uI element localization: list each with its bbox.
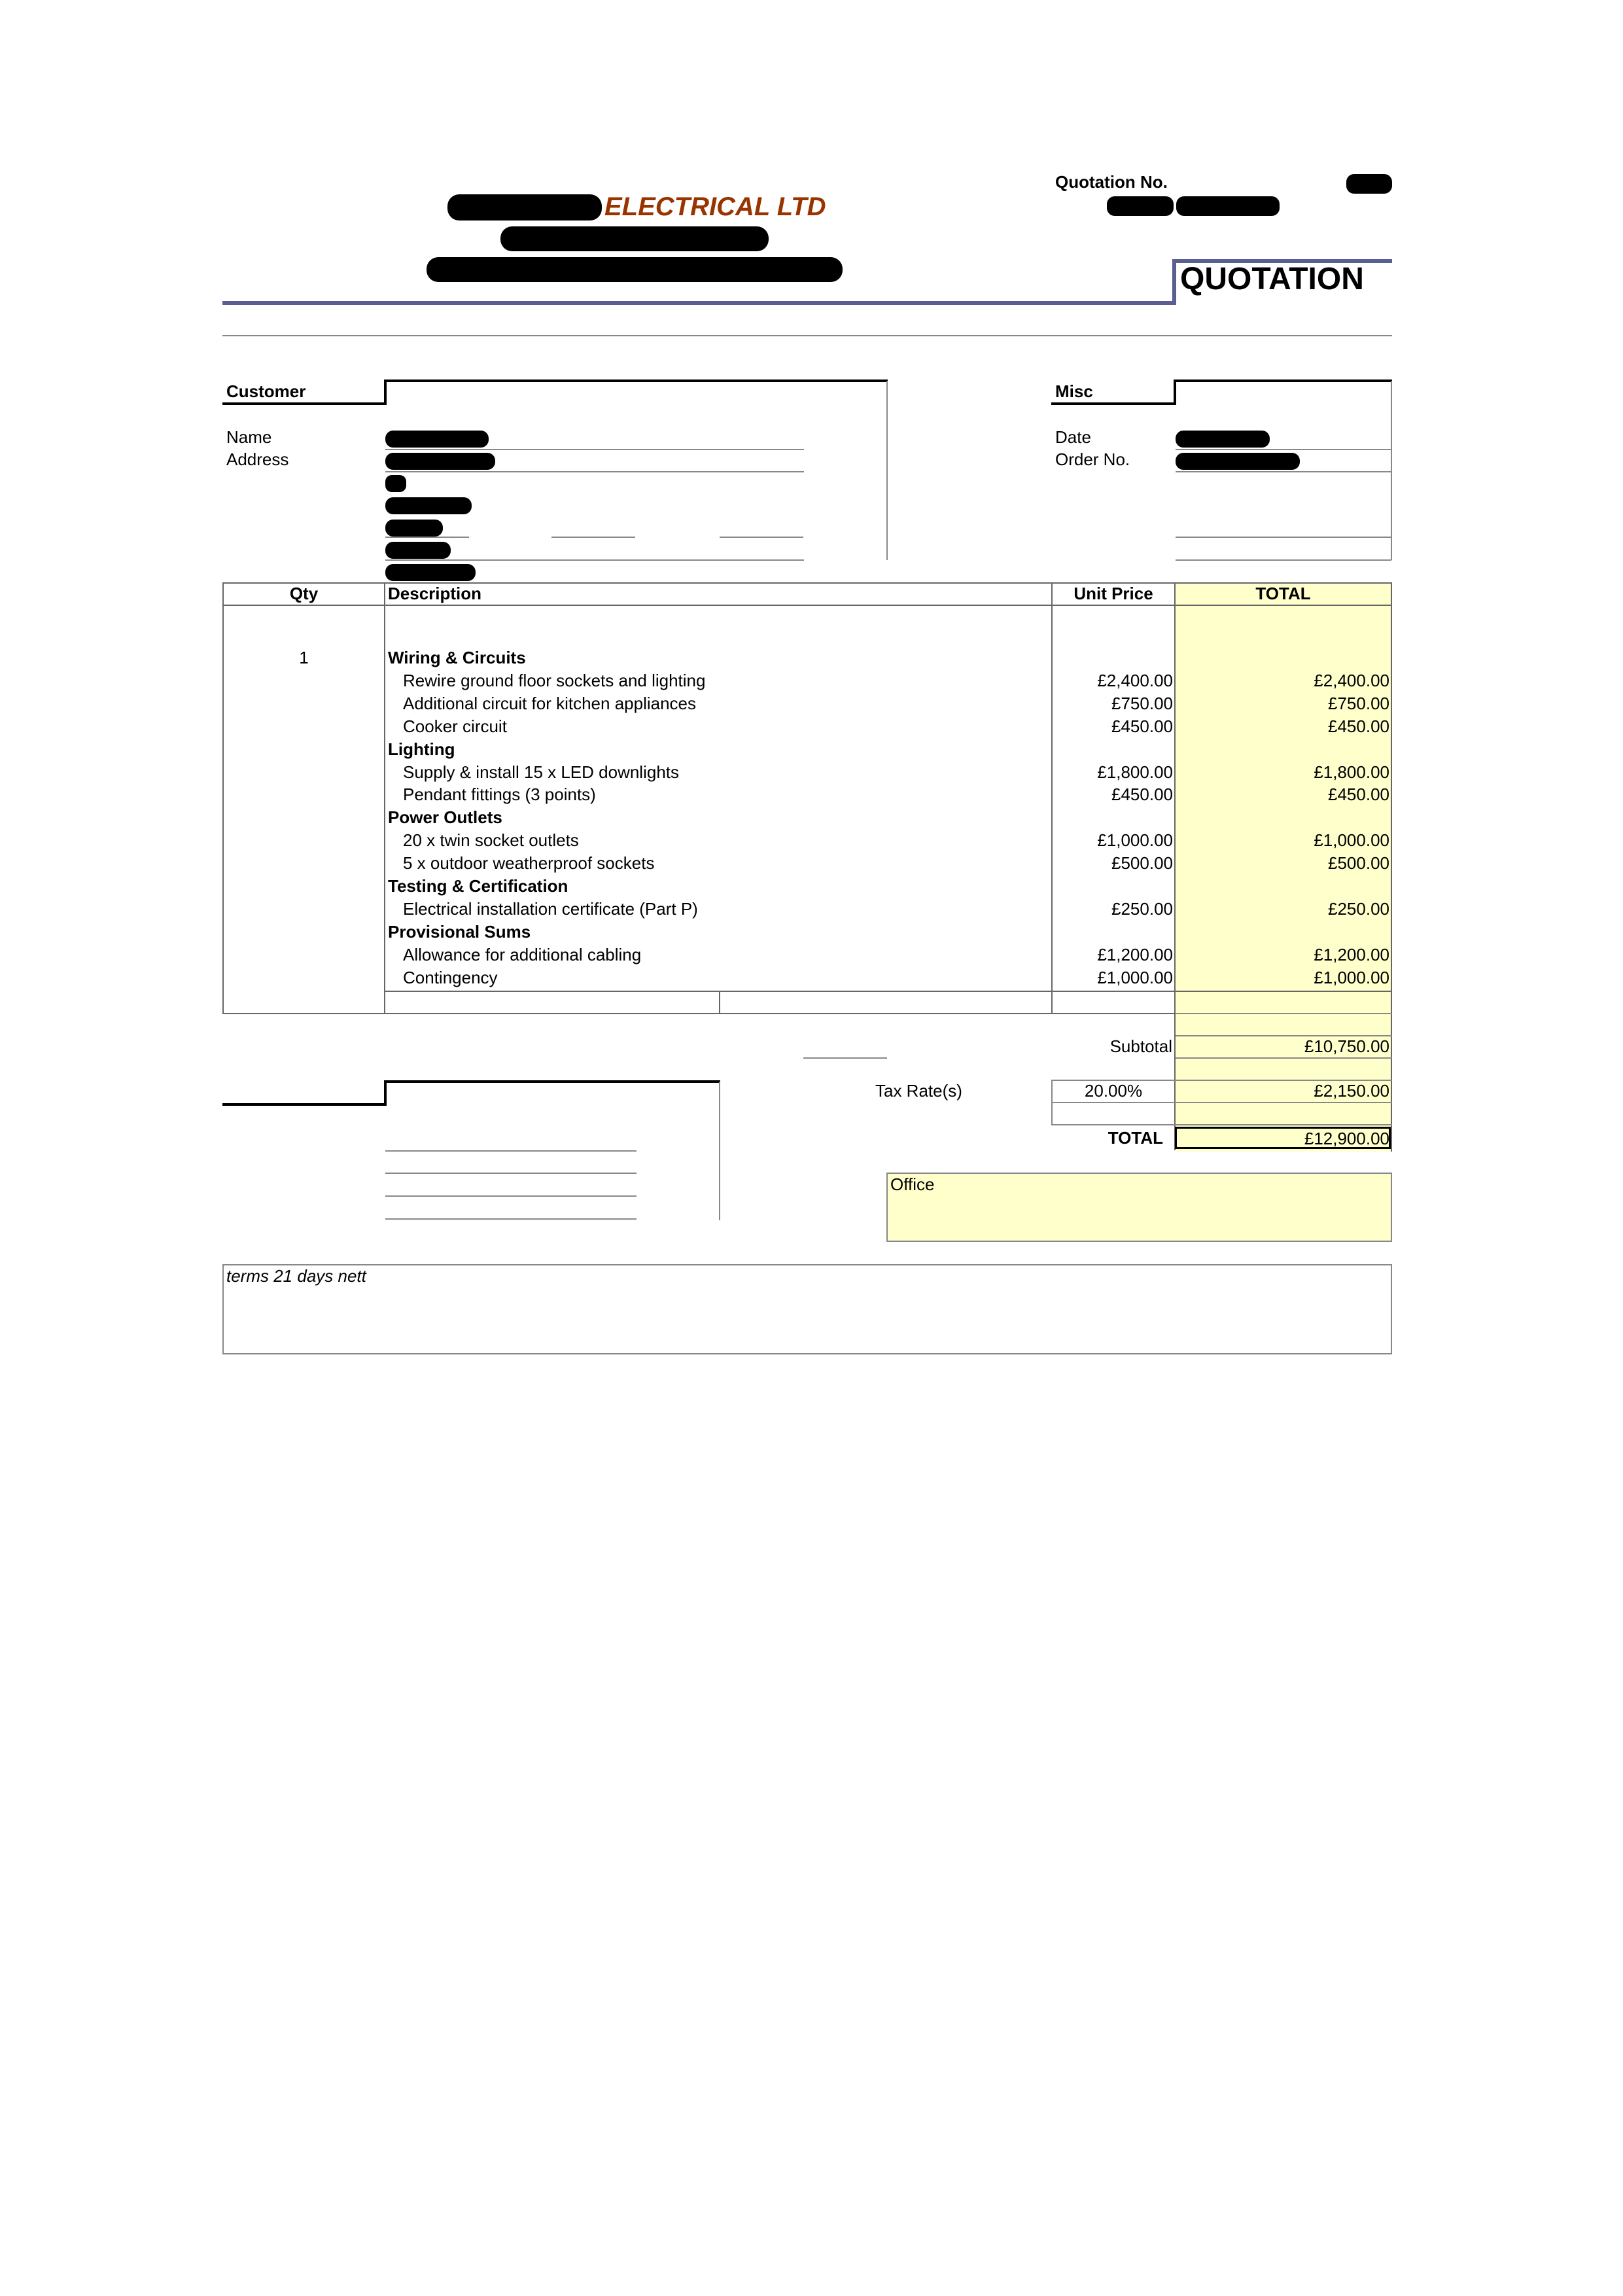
- terms-text: terms 21 days nett: [226, 1266, 366, 1286]
- redacted-company-name: [447, 194, 602, 221]
- redacted-date: [1176, 431, 1270, 448]
- table-row: [0, 807, 1623, 829]
- address-field-line-2b: [551, 537, 635, 538]
- misc-top-line: [1174, 380, 1392, 382]
- subtotal-grid-line-5: [1176, 1102, 1392, 1103]
- redacted-customer-name: [385, 431, 489, 448]
- subtotal-value: £10,750.00: [1304, 1036, 1389, 1056]
- row-description: 5 x outdoor weatherproof sockets: [403, 853, 655, 873]
- misc-section-label: Misc: [1055, 381, 1093, 401]
- row-section-heading: Power Outlets: [388, 807, 502, 827]
- last-row-mid-divider: [719, 991, 720, 1014]
- subtotal-short-line: [803, 1057, 887, 1059]
- row-description: Allowance for additional cabling: [403, 945, 642, 964]
- row-unit-price: £1,000.00: [1097, 830, 1173, 850]
- grand-total-value: £12,900.00: [1304, 1129, 1389, 1148]
- notes-line-3: [385, 1195, 637, 1197]
- address-field-line-2c: [720, 537, 803, 538]
- qty-header: Qty: [289, 584, 319, 603]
- row-total: £250.00: [1328, 899, 1389, 919]
- notes-right-border: [719, 1082, 720, 1220]
- row-total: £750.00: [1328, 694, 1389, 713]
- misc-underline: [1051, 402, 1176, 405]
- row-section-heading: Wiring & Circuits: [388, 648, 526, 667]
- customer-name-label: Name: [226, 427, 272, 447]
- header-accent-line: [222, 301, 1175, 305]
- row-description: Rewire ground floor sockets and lighting: [403, 671, 706, 690]
- row-section-heading: Provisional Sums: [388, 922, 531, 942]
- row-total: £1,000.00: [1314, 830, 1389, 850]
- table-header-bottom: [222, 605, 1392, 606]
- row-unit-price: £1,200.00: [1097, 945, 1173, 964]
- company-name-suffix: ELECTRICAL LTD: [604, 192, 826, 221]
- address-field-line-1: [385, 471, 804, 472]
- row-total: £1,200.00: [1314, 945, 1389, 964]
- row-description: 20 x twin socket outlets: [403, 830, 579, 850]
- redacted-address-line-1: [500, 226, 769, 251]
- table-row: [0, 647, 1623, 669]
- table-row: [0, 944, 1623, 966]
- table-row: [0, 784, 1623, 806]
- customer-name-field-line: [385, 449, 804, 450]
- redacted-address-3: [385, 497, 472, 514]
- misc-step: [1174, 380, 1176, 405]
- row-total: £1,000.00: [1314, 968, 1389, 987]
- row-description: Electrical installation certificate (Part P): [403, 899, 698, 919]
- customer-top-line: [384, 380, 888, 382]
- row-section-heading: Lighting: [388, 739, 455, 759]
- row-unit-price: £750.00: [1111, 694, 1173, 713]
- customer-step: [384, 380, 387, 405]
- row-section-heading: Testing & Certification: [388, 876, 568, 896]
- row-total: £1,800.00: [1314, 762, 1389, 782]
- notes-top-line: [384, 1080, 720, 1083]
- order-no-field-line: [1176, 471, 1391, 472]
- row-unit-price: £500.00: [1111, 853, 1173, 873]
- table-row: [0, 875, 1623, 898]
- table-row: [0, 739, 1623, 761]
- redacted-quotation-no: [1346, 174, 1392, 194]
- tax-value: £2,150.00: [1314, 1081, 1389, 1101]
- row-total: £500.00: [1328, 853, 1389, 873]
- redacted-address-line-2: [427, 257, 843, 282]
- office-box: [886, 1173, 1392, 1242]
- notes-step: [384, 1080, 387, 1106]
- description-header: Description: [388, 584, 482, 603]
- row-total: £450.00: [1328, 716, 1389, 736]
- table-row: [0, 693, 1623, 715]
- misc-field-line-3: [1176, 537, 1391, 538]
- notes-line-1: [385, 1150, 637, 1152]
- address-field-line-2a: [385, 537, 469, 538]
- subtotal-label: Subtotal: [1109, 1036, 1172, 1056]
- subtotal-grid-line-1: [1176, 1013, 1392, 1014]
- tax-rate-value: 20.00%: [1084, 1081, 1143, 1101]
- total-header: TOTAL: [1255, 584, 1311, 603]
- address-field-line-3: [385, 559, 804, 561]
- row-description: Cooker circuit: [403, 716, 507, 736]
- unit-price-header: Unit Price: [1073, 584, 1153, 603]
- document-title: QUOTATION: [1180, 262, 1364, 296]
- office-label: Office: [890, 1174, 935, 1194]
- redacted-address-2: [385, 475, 406, 492]
- table-row: [0, 853, 1623, 875]
- date-label: Date: [1055, 427, 1091, 447]
- table-row: [0, 716, 1623, 738]
- row-unit-price: £450.00: [1111, 716, 1173, 736]
- table-row: [0, 967, 1623, 989]
- tax-rate-box-bottom: [1051, 1124, 1176, 1125]
- row-unit-price: £1,000.00: [1097, 968, 1173, 987]
- notes-line-4: [385, 1218, 637, 1220]
- table-row: [0, 670, 1623, 692]
- customer-section-label: Customer: [226, 381, 306, 401]
- row-description: Additional circuit for kitchen appliances: [403, 694, 697, 713]
- table-row: [0, 921, 1623, 944]
- subtotal-grid-line-6: [1176, 1124, 1392, 1125]
- redacted-address-4: [385, 520, 443, 537]
- header-divider: [222, 335, 1392, 336]
- date-field-line: [1176, 449, 1391, 450]
- misc-field-line-4: [1176, 559, 1391, 561]
- row-description: Pendant fittings (3 points): [403, 785, 596, 804]
- order-no-label: Order No.: [1055, 450, 1130, 469]
- redacted-address-5: [385, 542, 451, 559]
- row-unit-price: £2,400.00: [1097, 671, 1173, 690]
- table-row: [0, 762, 1623, 784]
- row-description: Supply & install 15 x LED downlights: [403, 762, 680, 782]
- row-unit-price: £1,800.00: [1097, 762, 1173, 782]
- tax-rate-label: Tax Rate(s): [875, 1081, 962, 1101]
- misc-right-border: [1391, 381, 1392, 560]
- terms-box: [222, 1264, 1392, 1354]
- grand-total-label: TOTAL: [1108, 1128, 1163, 1148]
- row-unit-price: £450.00: [1111, 785, 1173, 804]
- row-total: £2,400.00: [1314, 671, 1389, 690]
- row-description: Contingency: [403, 968, 498, 987]
- customer-right-border: [886, 381, 888, 560]
- quotation-no-label: Quotation No.: [1055, 172, 1168, 192]
- redacted-order-no: [1176, 453, 1300, 470]
- row-qty: 1: [299, 648, 309, 667]
- row-unit-price: £250.00: [1111, 899, 1173, 919]
- table-row: [0, 830, 1623, 852]
- subtotal-grid-line-3: [1176, 1057, 1392, 1059]
- tax-rate-box-mid: [1051, 1102, 1176, 1103]
- table-row: [0, 898, 1623, 921]
- redacted-quotation-ref-2: [1176, 196, 1280, 216]
- row-total: £450.00: [1328, 785, 1389, 804]
- header-accent-step: [1172, 259, 1176, 305]
- notes-line-2: [385, 1173, 637, 1174]
- table-last-row-top: [384, 991, 1392, 992]
- customer-address-label: Address: [226, 450, 289, 469]
- redacted-address-1: [385, 453, 495, 470]
- notes-underline: [222, 1103, 386, 1106]
- customer-underline: [222, 402, 386, 405]
- redacted-address-6: [385, 564, 476, 581]
- redacted-quotation-ref-1: [1107, 196, 1174, 216]
